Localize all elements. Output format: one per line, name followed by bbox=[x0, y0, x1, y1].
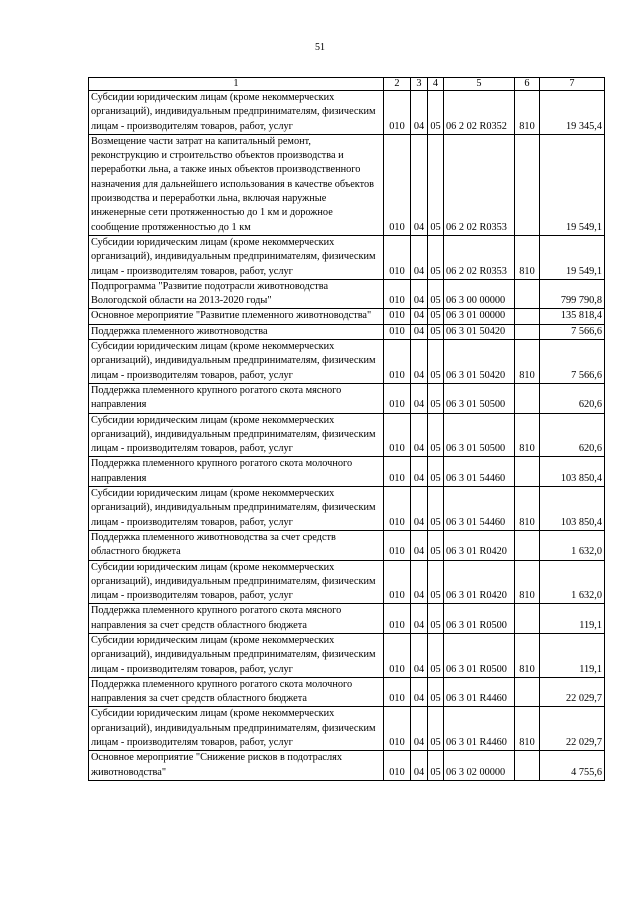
target-article-cell: 06 3 01 50500 bbox=[444, 383, 515, 413]
section-cell: 04 bbox=[411, 530, 428, 560]
row-name-cell: Субсидии юридическим лицам (кроме некоммерческих организаций), индивидуальным предпринимателям, физическим лицам - производителям товаров, работ, услуг bbox=[89, 91, 384, 135]
target-article-cell: 06 3 01 54460 bbox=[444, 487, 515, 531]
target-article-cell: 06 3 01 R0420 bbox=[444, 560, 515, 604]
row-name-cell: Возмещение части затрат на капитальный ремонт, реконструкцию и строительство объектов производства и переработки льна, а также иных объектов производственного назначения для дальнейшего использования в качестве объектов производства и переработки льна, включая наружные инженерные сети протяженностью до 1 км и дорожное сообщение протяженностью до 1 км bbox=[89, 134, 384, 235]
section-cell: 04 bbox=[411, 91, 428, 135]
expense-type-cell: 810 bbox=[515, 235, 540, 279]
subsection-cell: 05 bbox=[428, 560, 444, 604]
amount-cell: 135 818,4 bbox=[540, 309, 605, 324]
row-name-cell: Поддержка племенного крупного рогатого скота молочного направления bbox=[89, 457, 384, 487]
amount-cell: 103 850,4 bbox=[540, 487, 605, 531]
subsection-cell: 05 bbox=[428, 530, 444, 560]
section-cell: 04 bbox=[411, 413, 428, 457]
expense-type-cell: 810 bbox=[515, 633, 540, 677]
row-name-cell: Подпрограмма "Развитие подотрасли животноводства Вологодской области на 2013-2020 годы" bbox=[89, 279, 384, 309]
amount-cell: 22 029,7 bbox=[540, 677, 605, 707]
expense-type-cell bbox=[515, 383, 540, 413]
table-row bbox=[89, 413, 605, 457]
section-cell: 04 bbox=[411, 604, 428, 634]
amount-cell: 19 549,1 bbox=[540, 134, 605, 235]
amount-cell: 7 566,6 bbox=[540, 324, 605, 339]
target-article-cell: 06 3 00 00000 bbox=[444, 279, 515, 309]
table-row bbox=[89, 383, 605, 413]
budget-table bbox=[88, 77, 605, 781]
subsection-cell: 05 bbox=[428, 134, 444, 235]
table-row bbox=[89, 633, 605, 677]
target-article-cell: 06 2 02 R0353 bbox=[444, 134, 515, 235]
section-cell: 04 bbox=[411, 707, 428, 751]
subsection-cell: 05 bbox=[428, 677, 444, 707]
expense-type-cell bbox=[515, 677, 540, 707]
row-name-cell: Субсидии юридическим лицам (кроме некоммерческих организаций), индивидуальным предпринимателям, физическим лицам - производителям товаров, работ, услуг bbox=[89, 560, 384, 604]
chapter-cell: 010 bbox=[384, 457, 411, 487]
amount-cell: 119,1 bbox=[540, 633, 605, 677]
section-cell: 04 bbox=[411, 487, 428, 531]
expense-type-cell bbox=[515, 530, 540, 560]
section-cell: 04 bbox=[411, 751, 428, 781]
section-cell: 04 bbox=[411, 279, 428, 309]
amount-cell: 19 345,4 bbox=[540, 91, 605, 135]
table-row bbox=[89, 707, 605, 751]
subsection-cell: 05 bbox=[428, 309, 444, 324]
amount-cell: 620,6 bbox=[540, 383, 605, 413]
target-article-cell: 06 3 02 00000 bbox=[444, 751, 515, 781]
subsection-cell: 05 bbox=[428, 91, 444, 135]
amount-cell: 19 549,1 bbox=[540, 235, 605, 279]
chapter-cell: 010 bbox=[384, 279, 411, 309]
row-name-cell: Субсидии юридическим лицам (кроме некоммерческих организаций), индивидуальным предпринимателям, физическим лицам - производителям товаров, работ, услуг bbox=[89, 487, 384, 531]
expense-type-cell bbox=[515, 309, 540, 324]
section-cell: 04 bbox=[411, 324, 428, 339]
target-article-cell: 06 3 01 50500 bbox=[444, 413, 515, 457]
subsection-cell: 05 bbox=[428, 604, 444, 634]
chapter-cell: 010 bbox=[384, 751, 411, 781]
subsection-cell: 05 bbox=[428, 707, 444, 751]
amount-cell: 620,6 bbox=[540, 413, 605, 457]
row-name-cell: Субсидии юридическим лицам (кроме некоммерческих организаций), индивидуальным предпринимателям, физическим лицам - производителям товаров, работ, услуг bbox=[89, 633, 384, 677]
section-cell: 04 bbox=[411, 633, 428, 677]
header-row bbox=[89, 78, 605, 91]
col-header: 5 bbox=[444, 78, 515, 91]
col-header: 3 bbox=[411, 78, 428, 91]
expense-type-cell: 810 bbox=[515, 340, 540, 384]
chapter-cell: 010 bbox=[384, 560, 411, 604]
subsection-cell: 05 bbox=[428, 383, 444, 413]
subsection-cell: 05 bbox=[428, 324, 444, 339]
table-row bbox=[89, 134, 605, 235]
target-article-cell: 06 3 01 50420 bbox=[444, 324, 515, 339]
chapter-cell: 010 bbox=[384, 134, 411, 235]
expense-type-cell: 810 bbox=[515, 91, 540, 135]
target-article-cell: 06 2 02 R0353 bbox=[444, 235, 515, 279]
target-article-cell: 06 3 01 R0420 bbox=[444, 530, 515, 560]
chapter-cell: 010 bbox=[384, 309, 411, 324]
chapter-cell: 010 bbox=[384, 383, 411, 413]
expense-type-cell: 810 bbox=[515, 707, 540, 751]
target-article-cell: 06 3 01 54460 bbox=[444, 457, 515, 487]
row-name-cell: Субсидии юридическим лицам (кроме некоммерческих организаций), индивидуальным предпринимателям, физическим лицам - производителям товаров, работ, услуг bbox=[89, 235, 384, 279]
expense-type-cell bbox=[515, 604, 540, 634]
expense-type-cell: 810 bbox=[515, 487, 540, 531]
expense-type-cell: 810 bbox=[515, 413, 540, 457]
subsection-cell: 05 bbox=[428, 633, 444, 677]
expense-type-cell: 810 bbox=[515, 560, 540, 604]
amount-cell: 7 566,6 bbox=[540, 340, 605, 384]
chapter-cell: 010 bbox=[384, 487, 411, 531]
target-article-cell: 06 3 01 R0500 bbox=[444, 604, 515, 634]
row-name-cell: Поддержка племенного крупного рогатого скота молочного направления за счет средств областного бюджета bbox=[89, 677, 384, 707]
amount-cell: 799 790,8 bbox=[540, 279, 605, 309]
chapter-cell: 010 bbox=[384, 530, 411, 560]
subsection-cell: 05 bbox=[428, 413, 444, 457]
expense-type-cell bbox=[515, 457, 540, 487]
chapter-cell: 010 bbox=[384, 340, 411, 384]
table-row bbox=[89, 91, 605, 135]
expense-type-cell bbox=[515, 279, 540, 309]
chapter-cell: 010 bbox=[384, 235, 411, 279]
row-name-cell: Основное мероприятие "Развитие племенного животноводства" bbox=[89, 309, 384, 324]
section-cell: 04 bbox=[411, 560, 428, 604]
subsection-cell: 05 bbox=[428, 340, 444, 384]
row-name-cell: Основное мероприятие "Снижение рисков в подотраслях животноводства" bbox=[89, 751, 384, 781]
table-row bbox=[89, 309, 605, 324]
section-cell: 04 bbox=[411, 677, 428, 707]
row-name-cell: Поддержка племенного животноводства за счет средств областного бюджета bbox=[89, 530, 384, 560]
section-cell: 04 bbox=[411, 134, 428, 235]
subsection-cell: 05 bbox=[428, 487, 444, 531]
chapter-cell: 010 bbox=[384, 633, 411, 677]
target-article-cell: 06 3 01 R4460 bbox=[444, 707, 515, 751]
section-cell: 04 bbox=[411, 457, 428, 487]
expense-type-cell bbox=[515, 134, 540, 235]
chapter-cell: 010 bbox=[384, 91, 411, 135]
target-article-cell: 06 3 01 50420 bbox=[444, 340, 515, 384]
row-name-cell: Поддержка племенного животноводства bbox=[89, 324, 384, 339]
subsection-cell: 05 bbox=[428, 279, 444, 309]
col-header: 1 bbox=[89, 78, 384, 91]
row-name-cell: Поддержка племенного крупного рогатого скота мясного направления за счет средств областного бюджета bbox=[89, 604, 384, 634]
expense-type-cell bbox=[515, 751, 540, 781]
target-article-cell: 06 3 01 R0500 bbox=[444, 633, 515, 677]
section-cell: 04 bbox=[411, 383, 428, 413]
row-name-cell: Поддержка племенного крупного рогатого скота мясного направления bbox=[89, 383, 384, 413]
table-row bbox=[89, 324, 605, 339]
table-body bbox=[89, 91, 605, 781]
target-article-cell: 06 2 02 R0352 bbox=[444, 91, 515, 135]
subsection-cell: 05 bbox=[428, 751, 444, 781]
table-row bbox=[89, 604, 605, 634]
row-name-cell: Субсидии юридическим лицам (кроме некоммерческих организаций), индивидуальным предпринимателям, физическим лицам - производителям товаров, работ, услуг bbox=[89, 413, 384, 457]
subsection-cell: 05 bbox=[428, 235, 444, 279]
table-row bbox=[89, 487, 605, 531]
page-number: 51 bbox=[315, 42, 325, 53]
expense-type-cell bbox=[515, 324, 540, 339]
amount-cell: 1 632,0 bbox=[540, 560, 605, 604]
section-cell: 04 bbox=[411, 235, 428, 279]
subsection-cell: 05 bbox=[428, 457, 444, 487]
amount-cell: 22 029,7 bbox=[540, 707, 605, 751]
table-row bbox=[89, 235, 605, 279]
chapter-cell: 010 bbox=[384, 677, 411, 707]
amount-cell: 4 755,6 bbox=[540, 751, 605, 781]
table-row bbox=[89, 677, 605, 707]
table-row bbox=[89, 530, 605, 560]
col-header: 7 bbox=[540, 78, 605, 91]
chapter-cell: 010 bbox=[384, 707, 411, 751]
col-header: 2 bbox=[384, 78, 411, 91]
chapter-cell: 010 bbox=[384, 604, 411, 634]
table-row bbox=[89, 751, 605, 781]
section-cell: 04 bbox=[411, 309, 428, 324]
target-article-cell: 06 3 01 R4460 bbox=[444, 677, 515, 707]
table-row bbox=[89, 457, 605, 487]
col-header: 6 bbox=[515, 78, 540, 91]
chapter-cell: 010 bbox=[384, 413, 411, 457]
target-article-cell: 06 3 01 00000 bbox=[444, 309, 515, 324]
amount-cell: 103 850,4 bbox=[540, 457, 605, 487]
row-name-cell: Субсидии юридическим лицам (кроме некоммерческих организаций), индивидуальным предпринимателям, физическим лицам - производителям товаров, работ, услуг bbox=[89, 707, 384, 751]
table-row bbox=[89, 560, 605, 604]
table-row bbox=[89, 340, 605, 384]
col-header: 4 bbox=[428, 78, 444, 91]
chapter-cell: 010 bbox=[384, 324, 411, 339]
amount-cell: 1 632,0 bbox=[540, 530, 605, 560]
section-cell: 04 bbox=[411, 340, 428, 384]
amount-cell: 119,1 bbox=[540, 604, 605, 634]
row-name-cell: Субсидии юридическим лицам (кроме некоммерческих организаций), индивидуальным предпринимателям, физическим лицам - производителям товаров, работ, услуг bbox=[89, 340, 384, 384]
table-row bbox=[89, 279, 605, 309]
